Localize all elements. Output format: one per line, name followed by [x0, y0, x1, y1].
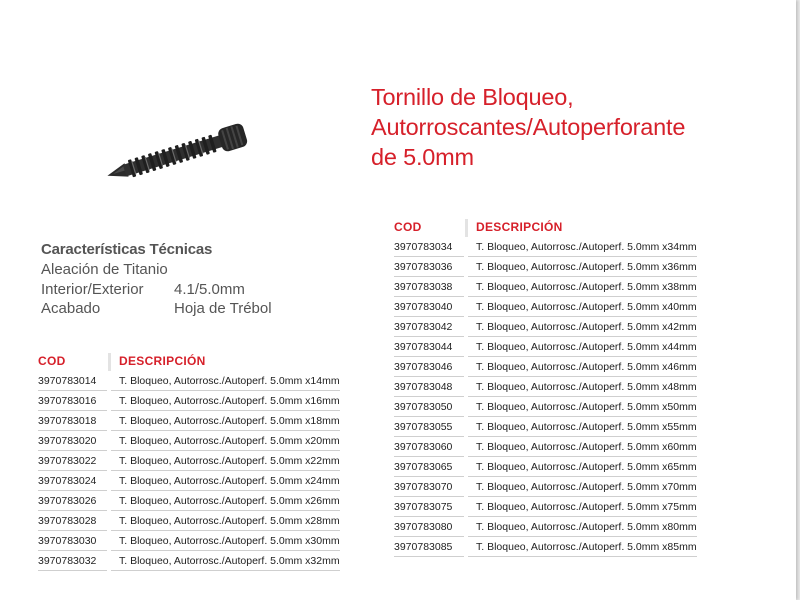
- product-description: T. Bloqueo, Autorrosc./Autoperf. 5.0mm x48mm: [468, 377, 697, 397]
- product-code: 3970783050: [394, 397, 464, 417]
- table-row: [38, 531, 340, 551]
- table-row: [38, 511, 340, 531]
- product-description: T. Bloqueo, Autorrosc./Autoperf. 5.0mm x70mm: [468, 477, 697, 497]
- table-row: [394, 477, 697, 497]
- specs-heading: Características Técnicas: [41, 241, 213, 258]
- product-code: 3970783044: [394, 337, 464, 357]
- product-title: [371, 82, 791, 172]
- product-description: T. Bloqueo, Autorrosc./Autoperf. 5.0mm x32mm: [111, 551, 340, 571]
- product-description: T. Bloqueo, Autorrosc./Autoperf. 5.0mm x26mm: [111, 491, 340, 511]
- product-description: T. Bloqueo, Autorrosc./Autoperf. 5.0mm x36mm: [468, 257, 697, 277]
- product-code: 3970783060: [394, 437, 464, 457]
- product-description: T. Bloqueo, Autorrosc./Autoperf. 5.0mm x44mm: [468, 337, 697, 357]
- product-description: T. Bloqueo, Autorrosc./Autoperf. 5.0mm x50mm: [468, 397, 697, 417]
- specs-material: Aleación de Titanio: [41, 261, 168, 278]
- product-description: T. Bloqueo, Autorrosc./Autoperf. 5.0mm x42mm: [468, 317, 697, 337]
- table-row: [38, 451, 340, 471]
- table-row: [38, 371, 340, 391]
- product-code: 3970783018: [38, 411, 107, 431]
- table-row: [394, 457, 697, 477]
- table-row: [394, 537, 697, 557]
- spec-label: Interior/Exterior: [41, 280, 144, 298]
- product-code: 3970783014: [38, 371, 107, 391]
- column-header-descripcion: DESCRIPCIÓN: [476, 220, 563, 234]
- table-row: [394, 317, 697, 337]
- product-description: T. Bloqueo, Autorrosc./Autoperf. 5.0mm x65mm: [468, 457, 697, 477]
- title-line: Tornillo de Bloqueo,: [371, 84, 574, 110]
- table-row: [394, 337, 697, 357]
- product-code: 3970783046: [394, 357, 464, 377]
- table-row: [38, 411, 340, 431]
- title-line: de 5.0mm: [371, 144, 474, 170]
- product-description: T. Bloqueo, Autorrosc./Autoperf. 5.0mm x34mm: [468, 237, 697, 257]
- screw-image: [100, 118, 265, 188]
- product-code: 3970783042: [394, 317, 464, 337]
- product-description: T. Bloqueo, Autorrosc./Autoperf. 5.0mm x28mm: [111, 511, 340, 531]
- technical-specs: [41, 241, 272, 319]
- table-row: [394, 497, 697, 517]
- product-code: 3970783080: [394, 517, 464, 537]
- table-row: [394, 437, 697, 457]
- table-row: [394, 277, 697, 297]
- product-code: 3970783028: [38, 511, 107, 531]
- spec-label: Acabado: [41, 300, 101, 317]
- product-description: T. Bloqueo, Autorrosc./Autoperf. 5.0mm x20mm: [111, 431, 340, 451]
- codes-table-right: [394, 217, 697, 557]
- product-code: 3970783085: [394, 537, 464, 557]
- product-code: 3970783020: [38, 431, 107, 451]
- product-description: T. Bloqueo, Autorrosc./Autoperf. 5.0mm x85mm: [468, 537, 697, 557]
- product-code: 3970783030: [38, 531, 107, 551]
- product-description: T. Bloqueo, Autorrosc./Autoperf. 5.0mm x75mm: [468, 497, 697, 517]
- product-description: T. Bloqueo, Autorrosc./Autoperf. 5.0mm x40mm: [468, 297, 697, 317]
- table-row: [394, 297, 697, 317]
- column-header-cod: COD: [394, 220, 422, 234]
- product-description: T. Bloqueo, Autorrosc./Autoperf. 5.0mm x80mm: [468, 517, 697, 537]
- spec-row: [41, 280, 272, 300]
- table-row: [394, 517, 697, 537]
- column-header-cod: COD: [38, 354, 66, 368]
- product-code: 3970783070: [394, 477, 464, 497]
- product-description: T. Bloqueo, Autorrosc./Autoperf. 5.0mm x30mm: [111, 531, 340, 551]
- product-code: 3970783040: [394, 297, 464, 317]
- product-code: 3970783036: [394, 257, 464, 277]
- title-line: Autorroscantes/Autoperforante: [371, 114, 686, 140]
- table-row: [38, 491, 340, 511]
- product-code: 3970783026: [38, 491, 107, 511]
- table-row: [394, 237, 697, 257]
- table-row: [394, 357, 697, 377]
- product-code: 3970783038: [394, 277, 464, 297]
- product-code: 3970783055: [394, 417, 464, 437]
- table-row: [38, 391, 340, 411]
- table-row: [394, 377, 697, 397]
- spec-value: Hoja de Trébol: [174, 300, 272, 317]
- column-header-descripcion: DESCRIPCIÓN: [119, 354, 206, 368]
- table-row: [394, 397, 697, 417]
- table-row: [38, 431, 340, 451]
- table-row: [38, 551, 340, 571]
- product-description: T. Bloqueo, Autorrosc./Autoperf. 5.0mm x16mm: [111, 391, 340, 411]
- table-row: [394, 257, 697, 277]
- product-description: T. Bloqueo, Autorrosc./Autoperf. 5.0mm x38mm: [468, 277, 697, 297]
- product-description: T. Bloqueo, Autorrosc./Autoperf. 5.0mm x18mm: [111, 411, 340, 431]
- product-description: T. Bloqueo, Autorrosc./Autoperf. 5.0mm x24mm: [111, 471, 340, 491]
- codes-table-left: [38, 351, 340, 571]
- product-code: 3970783075: [394, 497, 464, 517]
- product-code: 3970783034: [394, 237, 464, 257]
- product-code: 3970783016: [38, 391, 107, 411]
- table-row: [38, 471, 340, 491]
- product-code: 3970783022: [38, 451, 107, 471]
- product-code: 3970783024: [38, 471, 107, 491]
- product-code: 3970783048: [394, 377, 464, 397]
- product-description: T. Bloqueo, Autorrosc./Autoperf. 5.0mm x46mm: [468, 357, 697, 377]
- spec-row: [41, 299, 272, 319]
- product-description: T. Bloqueo, Autorrosc./Autoperf. 5.0mm x60mm: [468, 437, 697, 457]
- product-code: 3970783065: [394, 457, 464, 477]
- product-code: 3970783032: [38, 551, 107, 571]
- product-description: T. Bloqueo, Autorrosc./Autoperf. 5.0mm x22mm: [111, 451, 340, 471]
- spec-value: 4.1/5.0mm: [174, 280, 245, 298]
- product-description: T. Bloqueo, Autorrosc./Autoperf. 5.0mm x14mm: [111, 371, 340, 391]
- product-description: T. Bloqueo, Autorrosc./Autoperf. 5.0mm x55mm: [468, 417, 697, 437]
- table-row: [394, 417, 697, 437]
